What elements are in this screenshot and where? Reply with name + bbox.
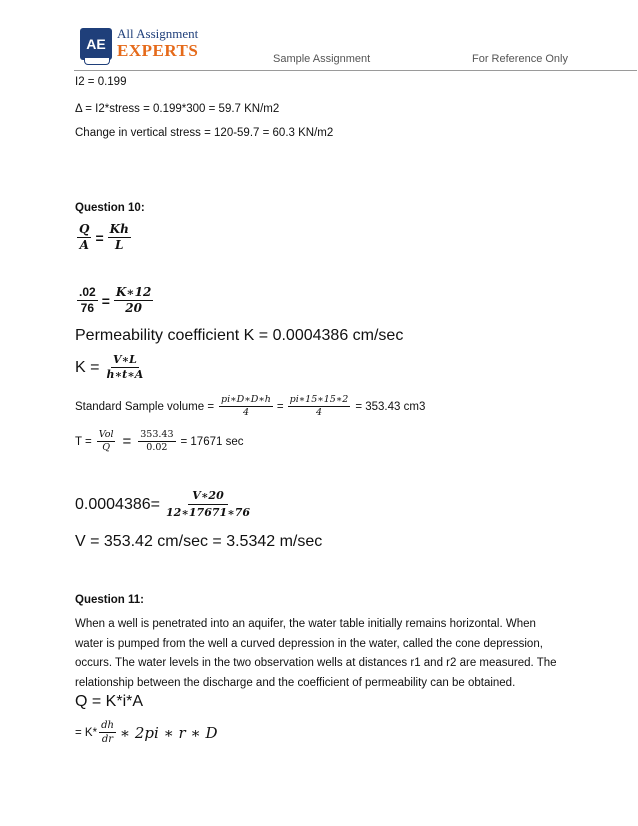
volume-lhs: Standard Sample volume = (75, 400, 215, 413)
fraction (219, 395, 273, 419)
denominator: 4 (315, 407, 322, 419)
line-i2: I2 = 0.199 (75, 76, 127, 88)
question-11-paragraph: When a well is penetrated into an aquifer, the water table initially remains horizontal. When water is pumped from the well a curved depression in the water, called the cone depression, occurs. The water levels in the two observation wells at distances r1 and r2 are measured. The relationship between the discharge and the coefficient of permeability can be obtained. (75, 618, 557, 689)
big-lhs: 0.0004386= (75, 495, 160, 513)
numerator: .02 (77, 286, 98, 301)
equation-time (75, 430, 243, 454)
numerator: pi∗15∗15∗2 (288, 395, 351, 407)
numerator: pi∗D∗D∗h (219, 395, 273, 407)
numerator: V∗L (111, 354, 139, 368)
k-lhs: K = (75, 358, 100, 376)
fraction (288, 395, 351, 419)
logo-top-text: All Assignment (117, 26, 199, 41)
time-lhs: T = (75, 435, 92, 448)
permeability-line: Permeability coefficient K = 0.0004386 cm/sec (75, 327, 404, 344)
fraction (162, 490, 254, 519)
fraction (114, 286, 153, 315)
header-divider (74, 70, 637, 71)
equals: = (95, 229, 104, 246)
line-change-stress: Change in vertical stress = 120-59.7 = 60.3 KN/m2 (75, 127, 334, 139)
numerator: Vol (97, 430, 116, 442)
equals: = (122, 433, 132, 451)
equation-final (75, 720, 217, 745)
fraction (138, 430, 175, 454)
fraction (77, 286, 98, 315)
equation-volume (75, 395, 425, 419)
denominator: 4 (242, 407, 249, 419)
line-delta: Δ = I2*stress = 0.199*300 = 59.7 KN/m2 (75, 103, 280, 115)
denominator: dr (101, 734, 114, 745)
final-rhs: ∗ 2pi ∗ r ∗ D (119, 723, 218, 742)
numerator: V∗20 (188, 490, 227, 505)
numerator: 353.43 (138, 430, 175, 442)
denominator: 0.02 (146, 442, 168, 454)
discharge-line: Q = K*i*A (75, 693, 144, 710)
header-center-text: Sample Assignment (273, 53, 371, 65)
equation-big (75, 490, 256, 519)
logo-book-icon (84, 58, 110, 65)
question-10-heading: Question 10: (75, 202, 145, 214)
fraction (108, 223, 131, 252)
numerator: K∗12 (114, 286, 153, 301)
denominator: A (79, 238, 89, 253)
header-right-text: For Reference Only (472, 53, 568, 65)
velocity-line: V = 353.42 cm/sec = 3.5342 m/sec (75, 533, 323, 550)
fraction (77, 223, 91, 252)
equals: = (101, 292, 110, 309)
fraction (104, 354, 145, 381)
fraction (99, 720, 116, 745)
equation-ratio (75, 286, 155, 315)
denominator: L (115, 238, 124, 253)
logo-mark: AE (80, 28, 112, 60)
denominator: 12∗17671∗76 (165, 506, 251, 520)
denominator: h∗t∗A (106, 368, 144, 382)
equation-q-a (75, 223, 133, 252)
numerator: Q (77, 223, 91, 238)
numerator: dh (101, 720, 114, 731)
numerator: Kh (108, 223, 131, 238)
logo-main-text: EXPERTS (117, 41, 199, 60)
time-rhs: = 17671 sec (180, 435, 244, 448)
denominator: Q (102, 442, 110, 454)
denominator: 76 (80, 301, 95, 316)
equals: = (276, 400, 284, 413)
equation-k (75, 354, 147, 381)
denominator: 20 (125, 301, 142, 316)
question-11-heading: Question 11: (75, 594, 145, 606)
volume-rhs: = 353.43 cm3 (355, 400, 426, 413)
fraction (97, 430, 116, 454)
final-lhs: = K* (75, 726, 98, 739)
